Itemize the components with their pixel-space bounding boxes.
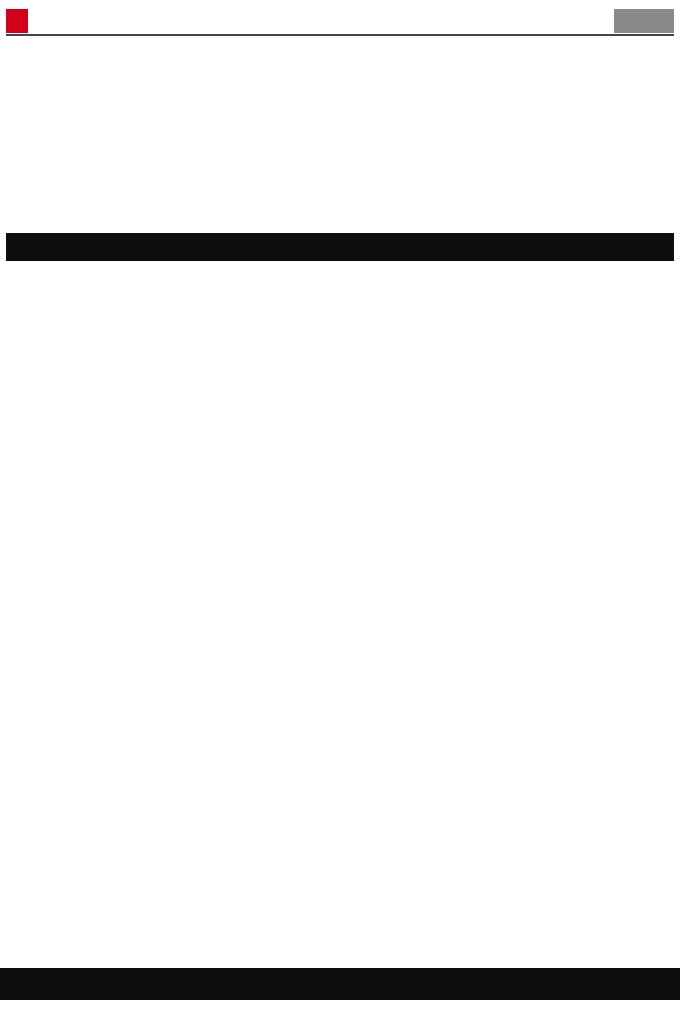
section-tag <box>614 9 674 33</box>
continued-banner <box>6 233 674 261</box>
imprint-footer <box>0 968 680 1000</box>
page-number <box>6 9 28 33</box>
masthead <box>6 9 674 33</box>
lead-story <box>6 104 674 228</box>
masthead-rule <box>6 34 674 36</box>
continued-stories <box>6 265 674 960</box>
